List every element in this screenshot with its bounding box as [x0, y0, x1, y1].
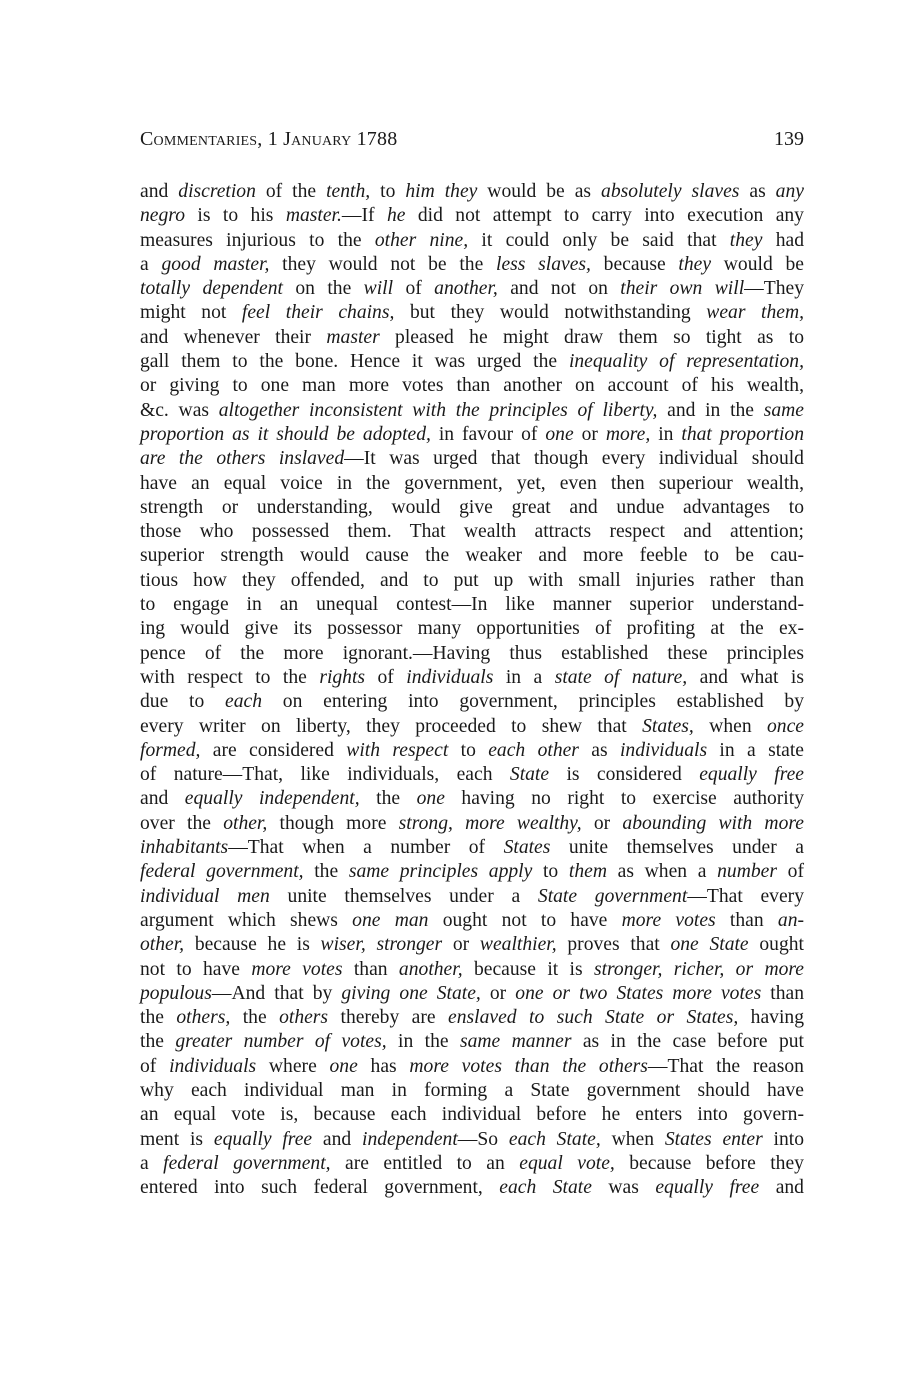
text-run: with respect to the [140, 666, 320, 688]
running-head [140, 128, 804, 158]
text-run: because [590, 253, 679, 275]
text-run: on the [282, 278, 364, 300]
italic-text: enslaved to such State or States, [448, 1007, 739, 1029]
italic-text: other nine, [374, 229, 469, 251]
text-line [140, 812, 804, 836]
text-run: might not [140, 302, 242, 324]
italic-text: less slaves, [496, 253, 591, 275]
text-run: and what is [687, 666, 804, 688]
italic-text: one [545, 423, 574, 445]
text-run: of [365, 666, 407, 688]
text-run: of [140, 1055, 170, 1077]
italic-text: another, [398, 958, 463, 980]
text-run: proves that [556, 934, 671, 956]
page-number: 139 [774, 128, 804, 150]
text-line [140, 836, 804, 860]
italic-text: States, [642, 715, 694, 737]
italic-text: them [568, 861, 607, 883]
text-run: they would not be the [269, 253, 497, 275]
text-run: —That the reason [647, 1055, 804, 1077]
text-run: those who possessed them. That wealth attracts respect and attention; [140, 521, 804, 543]
italic-text: individuals [406, 666, 494, 688]
italic-text: more, [605, 423, 651, 445]
italic-text: discretion [178, 181, 256, 202]
text-run: when [600, 1128, 665, 1150]
italic-text: they [678, 253, 712, 275]
text-line [140, 642, 804, 666]
text-run: or [442, 934, 480, 956]
italic-text: rights [319, 666, 366, 688]
italic-text: altogether inconsistent with the principles of liberty, [218, 399, 658, 421]
text-run: strength or understanding, would give great and undue advantages to [140, 496, 804, 518]
text-run: and in the [657, 399, 764, 421]
text-line [140, 520, 804, 544]
italic-text: formed, [140, 739, 201, 761]
text-line [140, 229, 804, 253]
italic-text: him they [405, 181, 478, 202]
text-line [140, 253, 804, 277]
text-run: to [448, 739, 489, 761]
running-title: Commentaries, 1 January 1788 [140, 128, 398, 150]
text-run: but they would notwithstanding [394, 302, 707, 324]
italic-text: another, [434, 278, 498, 300]
text-line [140, 666, 804, 690]
italic-text: their own will [620, 278, 745, 300]
text-run: ought not to have [428, 909, 622, 931]
text-run: as [578, 739, 620, 761]
text-line [140, 617, 804, 641]
text-run: unite themselves under a [550, 837, 804, 859]
text-run: and not on [497, 278, 621, 300]
text-run: a [140, 1152, 164, 1174]
italic-text: abounding with more [622, 812, 804, 834]
text-run: it could only be said that [468, 229, 730, 251]
text-line [140, 860, 804, 884]
text-line [140, 933, 804, 957]
body-text [140, 180, 804, 1200]
text-run: is considered [549, 764, 700, 786]
text-run: entered into such federal government, [140, 1177, 500, 1199]
text-line [140, 544, 804, 568]
text-run: where [256, 1055, 330, 1077]
text-line [140, 277, 804, 301]
text-line [140, 204, 804, 228]
italic-text: States [503, 837, 551, 859]
text-run: and [140, 788, 185, 810]
text-run: &c. was [140, 399, 219, 421]
italic-text: more votes than the others [409, 1055, 648, 1077]
italic-text: each other [488, 739, 579, 761]
text-run: not to have [140, 958, 252, 980]
italic-text: equally free [655, 1177, 760, 1199]
text-run: in favour of [430, 423, 546, 445]
text-line [140, 739, 804, 763]
text-run: to [370, 181, 406, 202]
italic-text: strong, more wealthy, [398, 812, 582, 834]
text-run: and [759, 1177, 804, 1199]
text-run: in the [386, 1031, 460, 1053]
text-run: gall them to the bone. Hence it was urged the [140, 351, 569, 373]
text-run: every writer on liberty, they proceeded to shew that [140, 715, 643, 737]
text-run: tious how they offended, and to put up with small injuries rather than [140, 569, 804, 591]
text-line [140, 1176, 804, 1200]
text-line [140, 982, 804, 1006]
italic-text: one or two States more votes [515, 982, 762, 1004]
text-run: in a [493, 666, 555, 688]
text-line [140, 423, 804, 447]
text-run: because he is [184, 934, 321, 956]
italic-text: wiser, stronger [320, 934, 443, 956]
text-run: to engage in an unequal contest—In like manner superior understand- [140, 594, 804, 616]
text-line [140, 885, 804, 909]
text-run: when [693, 715, 767, 737]
italic-text: individuals [619, 739, 708, 761]
text-run: of nature—That, like individuals, each [140, 764, 510, 786]
italic-text: wear them, [706, 302, 805, 324]
text-run: superior strength would cause the weaker and more feeble to be cau- [140, 545, 804, 567]
text-line [140, 909, 804, 933]
text-run: a [140, 253, 162, 275]
italic-text: an- [777, 909, 805, 931]
italic-text: once [767, 715, 804, 737]
italic-text: will [363, 278, 394, 300]
text-line [140, 787, 804, 811]
text-line [140, 301, 804, 325]
italic-text: absolutely slaves [601, 181, 740, 202]
italic-text: greater number of votes, [175, 1031, 387, 1053]
text-run: ment is [140, 1128, 214, 1150]
text-run: was [591, 1177, 656, 1199]
text-run: as [739, 181, 776, 202]
text-run: did not attempt to carry into execution any [405, 205, 804, 227]
italic-text: they [729, 229, 763, 251]
italic-text: each [225, 691, 263, 713]
text-line [140, 496, 804, 520]
italic-text: independent [362, 1128, 458, 1150]
text-run: the [140, 1031, 176, 1053]
italic-text: each State [499, 1177, 592, 1199]
italic-text: other, [140, 934, 185, 956]
italic-text: State government [537, 885, 688, 907]
text-run: are entitled to an [330, 1152, 520, 1174]
text-run: —So [457, 1128, 509, 1150]
italic-text: master. [285, 205, 342, 227]
text-run: why each individual man in forming a State government should have [140, 1079, 804, 1101]
italic-text: one man [352, 909, 429, 931]
text-run: ought [748, 934, 804, 956]
text-run: or [573, 423, 606, 445]
text-run: pleased he might draw them so tight as to [379, 326, 804, 348]
text-run: though more [267, 812, 399, 834]
text-run: and [140, 181, 179, 202]
text-line [140, 1152, 804, 1176]
italic-text: federal government, [163, 1152, 331, 1174]
italic-text: inequality of representation, [568, 351, 804, 373]
italic-text: equally independent, [184, 788, 360, 810]
italic-text: one [329, 1055, 358, 1077]
italic-text: with respect [346, 739, 449, 761]
text-line [140, 763, 804, 787]
italic-text: individuals [169, 1055, 257, 1077]
text-run: an equal vote is, because each individual before he enters into govern- [140, 1104, 804, 1126]
italic-text: same manner [459, 1031, 572, 1053]
italic-text: negro [140, 205, 185, 227]
text-run: or [480, 982, 516, 1004]
italic-text: one [416, 788, 445, 810]
text-line [140, 958, 804, 982]
text-line [140, 1006, 804, 1030]
text-run: because it is [462, 958, 594, 980]
italic-text: tenth, [326, 181, 371, 202]
text-run: had [762, 229, 805, 251]
text-run: as when a [607, 861, 718, 883]
text-line [140, 374, 804, 398]
italic-text: master [326, 326, 380, 348]
italic-text: any [775, 181, 804, 202]
text-run: are considered [200, 739, 347, 761]
italic-text: one State [670, 934, 749, 956]
text-line [140, 593, 804, 617]
text-run: into [762, 1128, 804, 1150]
italic-text: State [509, 764, 550, 786]
italic-text: wealthier, [479, 934, 557, 956]
italic-text: that proportion [681, 423, 804, 445]
text-run: is to his [185, 205, 286, 227]
text-run: of [393, 278, 435, 300]
text-run: would be as [477, 181, 602, 202]
italic-text: States enter [664, 1128, 763, 1150]
text-run: thereby are [328, 1007, 449, 1029]
text-run: having [738, 1007, 804, 1029]
italic-text: totally dependent [140, 278, 283, 300]
italic-text: more votes [621, 909, 716, 931]
text-run: because before they [614, 1152, 804, 1174]
text-line [140, 569, 804, 593]
text-line [140, 326, 804, 350]
text-run: of the [255, 181, 327, 202]
text-run: to [532, 861, 569, 883]
text-run: or [581, 812, 623, 834]
italic-text: are the others inslaved [140, 448, 345, 470]
text-run: the [359, 788, 417, 810]
italic-text: federal government, [140, 861, 304, 883]
text-run: measures injurious to the [140, 229, 375, 251]
text-run: would be [711, 253, 804, 275]
text-line [140, 180, 804, 204]
text-run: than [761, 982, 805, 1004]
italic-text: other, [223, 812, 268, 834]
text-run: in [650, 423, 682, 445]
italic-text: he [386, 205, 406, 227]
text-run: than [715, 909, 778, 931]
text-run: —That every [687, 885, 804, 907]
text-run: of [777, 861, 804, 883]
italic-text: same principles apply [348, 861, 533, 883]
italic-text: good master, [161, 253, 270, 275]
text-run: have an equal voice in the government, yet, even then superiour wealth, [140, 472, 804, 494]
text-run: and whenever their [140, 326, 327, 348]
text-run: in a state [707, 739, 804, 761]
italic-text: others, [176, 1007, 231, 1029]
italic-text: each State, [508, 1128, 601, 1150]
text-run: —It was urged that though every individual should [344, 448, 804, 470]
text-line [140, 715, 804, 739]
text-run: argument which shews [140, 909, 353, 931]
text-line [140, 1103, 804, 1127]
text-run: on entering into government, principles established by [262, 691, 805, 713]
text-line [140, 690, 804, 714]
text-line [140, 1055, 804, 1079]
text-run: than [342, 958, 399, 980]
text-line [140, 1079, 804, 1103]
text-run: having no right to exercise authority [444, 788, 804, 810]
italic-text: number [717, 861, 777, 883]
italic-text: equally free [213, 1128, 313, 1150]
text-run: —They [744, 278, 804, 300]
text-line [140, 399, 804, 423]
text-run: unite themselves under a [269, 885, 538, 907]
text-line [140, 350, 804, 374]
italic-text: feel their chains, [241, 302, 395, 324]
text-run: pence of the more ignorant.—Having thus established these principles [140, 642, 804, 664]
text-run: the [140, 1007, 177, 1029]
italic-text: same [763, 399, 804, 421]
text-run: over the [140, 812, 224, 834]
italic-text: stronger, richer, or more [593, 958, 804, 980]
text-line [140, 447, 804, 471]
text-run: —If [341, 205, 387, 227]
italic-text: giving one State, [341, 982, 481, 1004]
text-run: and [312, 1128, 363, 1150]
text-run: the [230, 1007, 280, 1029]
text-run: ing would give its possessor many opportunities of profiting at the ex- [140, 618, 804, 640]
italic-text: populous [140, 982, 212, 1004]
text-run: —That when a number of [228, 837, 504, 859]
text-run: due to [140, 691, 226, 713]
italic-text: individual men [140, 885, 270, 907]
italic-text: inhabitants [140, 837, 229, 859]
text-run: or giving to one man more votes than another on account of his wealth, [140, 375, 804, 397]
italic-text: more votes [251, 958, 343, 980]
italic-text: equal vote, [519, 1152, 615, 1174]
italic-text: proportion as it should be adopted, [140, 423, 431, 445]
text-line [140, 1030, 804, 1054]
italic-text: state of nature, [554, 666, 688, 688]
text-line [140, 472, 804, 496]
italic-text: equally free [699, 764, 805, 786]
text-run: the [303, 861, 349, 883]
text-run: —And that by [211, 982, 342, 1004]
text-line [140, 1128, 804, 1152]
text-run: has [357, 1055, 410, 1077]
text-run: as in the case before put [571, 1031, 804, 1053]
italic-text: others [279, 1007, 329, 1029]
